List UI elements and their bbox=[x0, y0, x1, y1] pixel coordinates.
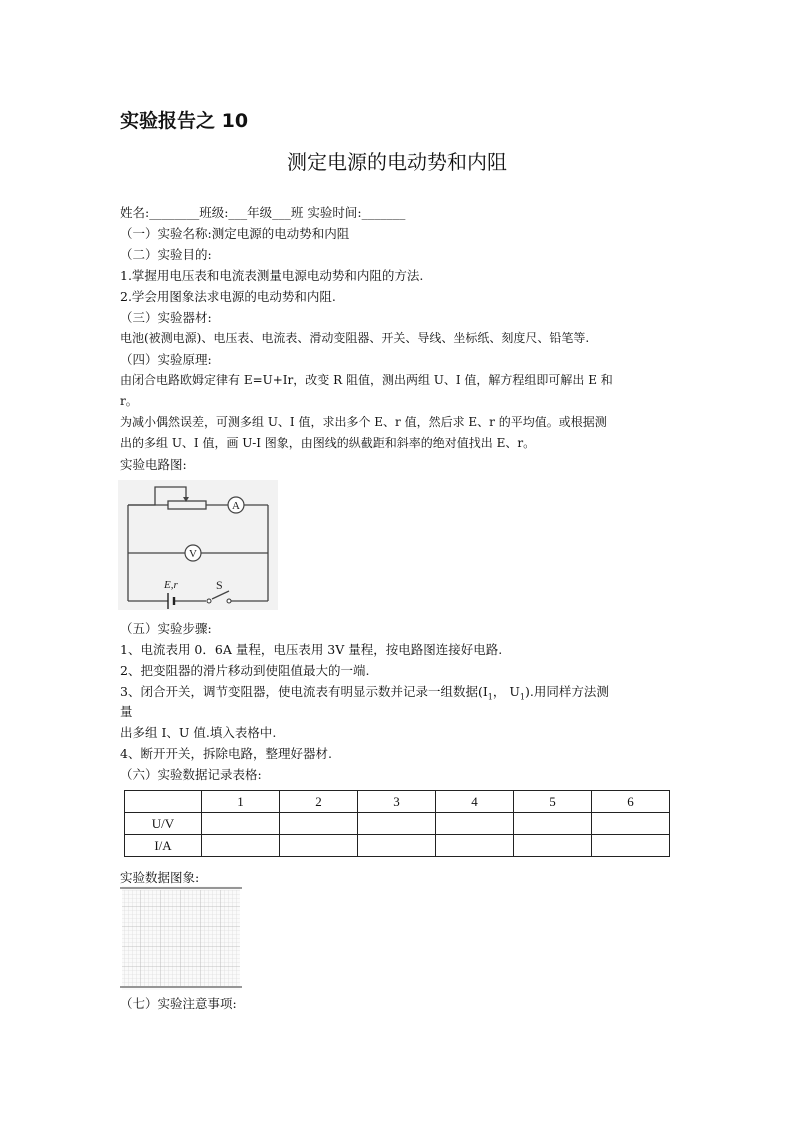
table-header-cell: 6 bbox=[592, 791, 670, 813]
source-label: E,r bbox=[164, 579, 178, 591]
section-1: （一）实验名称:测定电源的电动势和内阻 bbox=[120, 226, 350, 241]
step-1: 1、电流表用 0．6A 量程，电压表用 3V 量程，按电路图连接好电路. bbox=[120, 642, 503, 657]
page-title: 测定电源的电动势和内阻 bbox=[287, 150, 507, 174]
data-table bbox=[124, 790, 670, 857]
step-2: 2、把变阻器的滑片移动到使阻值最大的一端. bbox=[120, 663, 370, 678]
section-3: （三）实验器材: bbox=[120, 310, 212, 325]
section-5: （五）实验步骤: bbox=[120, 621, 212, 636]
table-cell bbox=[280, 835, 358, 857]
table-header-cell: 5 bbox=[514, 791, 592, 813]
aim-1: 1.掌握用电压表和电流表测量电源电动势和内阻的方法. bbox=[120, 268, 424, 283]
section-4: （四）实验原理: bbox=[120, 352, 212, 367]
aim-2: 2.学会用图象法求电源的电动势和内阻. bbox=[120, 289, 336, 304]
table-header-cell: 3 bbox=[358, 791, 436, 813]
table-cell bbox=[514, 813, 592, 835]
section-2: （二）实验目的: bbox=[120, 247, 212, 262]
step-3-end: 出多组 I、U 值.填入表格中. bbox=[120, 725, 277, 740]
section-7: （七）实验注意事项: bbox=[120, 996, 237, 1011]
section-6: （六）实验数据记录表格: bbox=[120, 767, 262, 782]
switch-contact-left bbox=[207, 599, 211, 603]
table-cell bbox=[436, 813, 514, 835]
info-line: 姓名:________班级:___年级___班 实验时间:_______ bbox=[120, 205, 406, 220]
step-3-part-a: 3、闭合开关，调节变阻器，使电流表有明显示数并记录一组数据(I bbox=[120, 684, 488, 699]
step-3-sub-1: 1 bbox=[487, 692, 493, 702]
voltmeter-label: V bbox=[189, 548, 197, 560]
principle-line-2a: 为减小偶然误差，可测多组 U、I 值，求出多个 E、r 值，然后求 E、r 的平均值。或根据测 bbox=[120, 415, 607, 429]
table-header-row bbox=[125, 791, 670, 813]
table-row bbox=[125, 835, 670, 857]
graph-label: 实验数据图象: bbox=[120, 870, 200, 885]
switch-label: S bbox=[216, 578, 223, 592]
table-cell bbox=[280, 813, 358, 835]
graph-grid bbox=[122, 890, 240, 986]
circuit-label: 实验电路图: bbox=[120, 457, 187, 472]
step-3-part-b: ， U bbox=[492, 684, 520, 699]
table-cell bbox=[202, 813, 280, 835]
equipment-list: 电池(被测电源)、电压表、电流表、滑动变阻器、开关、导线、坐标纸、刻度尺、铅笔等. bbox=[120, 331, 590, 345]
report-header: 实验报告之 10 bbox=[120, 110, 249, 132]
table-cell bbox=[358, 835, 436, 857]
step-3 bbox=[120, 682, 609, 702]
table-row-label: I/A bbox=[125, 835, 202, 857]
table-header-cell: 1 bbox=[202, 791, 280, 813]
table-cell bbox=[436, 835, 514, 857]
table-cell bbox=[514, 835, 592, 857]
table-row-label: U/V bbox=[125, 813, 202, 835]
graph-paper bbox=[120, 886, 242, 990]
step-4: 4、断开开关，拆除电路，整理好器材. bbox=[120, 746, 332, 761]
ammeter-label: A bbox=[232, 500, 240, 512]
table-cell bbox=[592, 813, 670, 835]
principle-line-1b: r。 bbox=[120, 394, 138, 408]
principle-line-1a: 由闭合电路欧姆定律有 E=U+Ir，改变 R 阻值，测出两组 U、I 值，解方程组即可解出 E 和 bbox=[120, 373, 613, 387]
circuit-diagram bbox=[118, 480, 278, 610]
table-header-cell: 2 bbox=[280, 791, 358, 813]
step-3-sub-2: 1 bbox=[519, 692, 525, 702]
table-cell bbox=[592, 835, 670, 857]
switch-contact-right bbox=[227, 599, 231, 603]
table-row bbox=[125, 813, 670, 835]
step-3-part-c: ).用同样方法测 bbox=[524, 684, 609, 699]
table-header-cell: 4 bbox=[436, 791, 514, 813]
table-cell bbox=[202, 835, 280, 857]
principle-line-2b: 出的多组 U、I 值，画 U-I 图象，由图线的纵截距和斜率的绝对值找出 E、r。 bbox=[120, 436, 536, 450]
step-3-continued: 量 bbox=[120, 704, 133, 719]
table-header-cell bbox=[125, 791, 202, 813]
table-cell bbox=[358, 813, 436, 835]
